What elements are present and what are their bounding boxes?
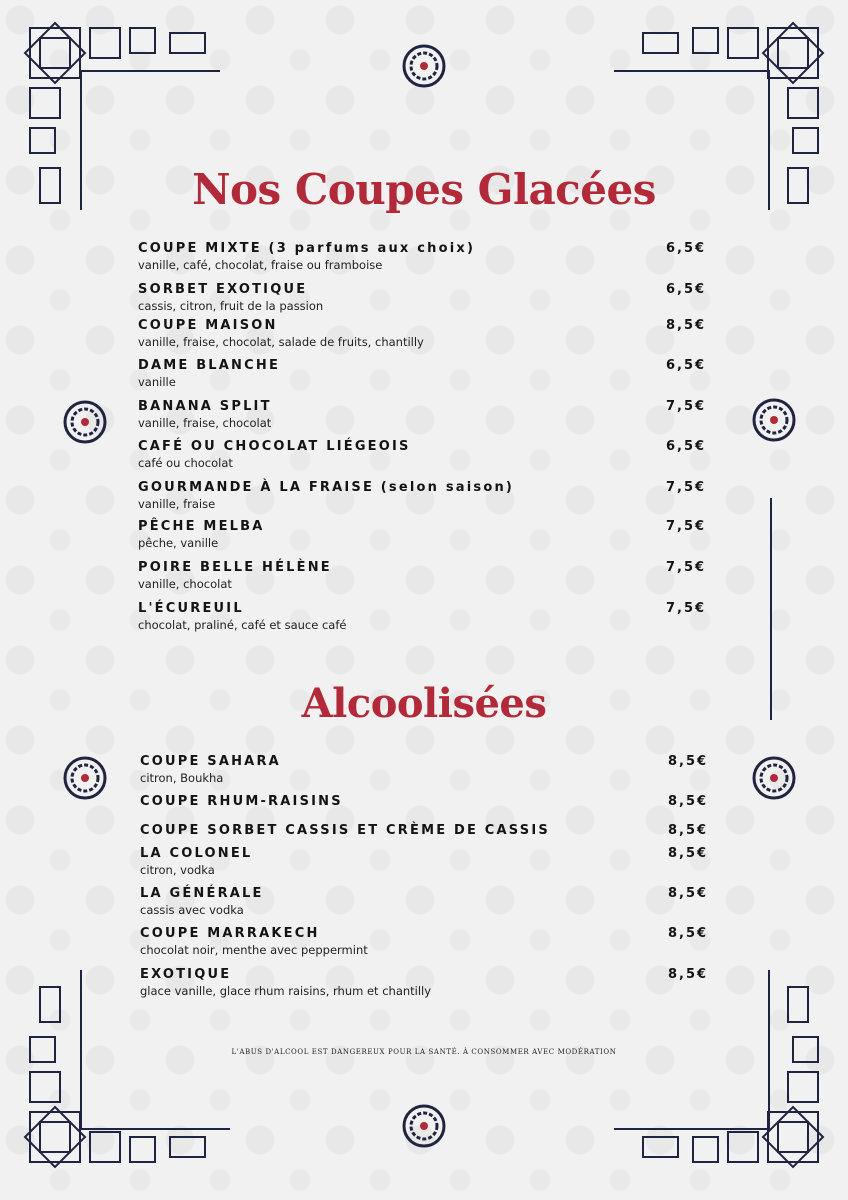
item-name: EXOTIQUE: [140, 967, 232, 982]
item-description: chocolat, praliné, café et sauce café: [138, 618, 347, 632]
menu-item: [0, 519, 848, 559]
menu-item: [0, 846, 848, 886]
item-name: CAFÉ OU CHOCOLAT LIÉGEOIS: [138, 439, 411, 454]
item-description: vanille, chocolat: [138, 577, 232, 591]
frame-line: [614, 1128, 770, 1130]
menu-item: [0, 439, 848, 479]
item-name: GOURMANDE À LA FRAISE (selon saison): [138, 480, 515, 495]
alcohol-warning: L'ABUS D'ALCOOL EST DANGEREUX POUR LA SANTÉ. À CONSOMMER AVEC MODÉRATION: [231, 1048, 617, 1056]
item-description: chocolat noir, menthe avec peppermint: [140, 943, 368, 957]
item-description: vanille: [138, 375, 176, 389]
item-name: COUPE MAISON: [138, 318, 278, 333]
menu-item: [0, 399, 848, 439]
menu-item: [0, 358, 848, 398]
menu-item: [0, 967, 848, 1007]
moroccan-rosette-icon: [402, 44, 446, 88]
item-description: cassis avec vodka: [140, 903, 244, 917]
section-title-coupes-glacees: Nos Coupes Glacées: [192, 165, 656, 214]
item-name: BANANA SPLIT: [138, 399, 272, 414]
item-description: pêche, vanille: [138, 536, 219, 550]
menu-item: [0, 282, 848, 322]
item-name: LA GÉNÉRALE: [140, 886, 264, 901]
item-description: café ou chocolat: [138, 456, 233, 470]
item-price: 8,5€: [668, 886, 709, 901]
item-price: 8,5€: [668, 926, 709, 941]
item-name: DAME BLANCHE: [138, 358, 281, 373]
menu-item: [0, 241, 848, 281]
item-name: COUPE RHUM-RAISINS: [140, 794, 343, 809]
menu-item: [0, 480, 848, 520]
frame-line: [80, 70, 220, 72]
item-price: 6,5€: [666, 439, 707, 454]
item-name: COUPE SAHARA: [140, 754, 281, 769]
item-name: COUPE MARRAKECH: [140, 926, 320, 941]
menu-item: [0, 601, 848, 641]
moroccan-rosette-icon: [402, 1104, 446, 1148]
item-price: 6,5€: [666, 241, 707, 256]
item-description: citron, vodka: [140, 863, 215, 877]
item-price: 8,5€: [668, 794, 709, 809]
menu-item: [0, 560, 848, 600]
item-price: 6,5€: [666, 282, 707, 297]
frame-line: [614, 70, 770, 72]
item-name: PÊCHE MELBA: [138, 519, 265, 534]
item-description: citron, Boukha: [140, 771, 224, 785]
item-description: vanille, café, chocolat, fraise ou framboise: [138, 258, 383, 272]
item-price: 8,5€: [666, 318, 707, 333]
item-name: POIRE BELLE HÉLÈNE: [138, 560, 332, 575]
item-name: LA COLONEL: [140, 846, 253, 861]
menu-item: [0, 926, 848, 966]
item-price: 7,5€: [666, 601, 707, 616]
frame-line: [80, 1128, 230, 1130]
item-name: L'ÉCUREUIL: [138, 601, 244, 616]
item-description: vanille, fraise, chocolat, salade de fruits, chantilly: [138, 335, 424, 349]
item-price: 8,5€: [668, 823, 709, 838]
item-description: cassis, citron, fruit de la passion: [138, 299, 324, 313]
item-name: SORBET EXOTIQUE: [138, 282, 308, 297]
item-price: 8,5€: [668, 967, 709, 982]
menu-item: [0, 754, 848, 794]
item-price: 7,5€: [666, 399, 707, 414]
menu-item: [0, 318, 848, 358]
item-name: COUPE MIXTE (3 parfums aux choix): [138, 241, 476, 256]
item-price: 7,5€: [666, 560, 707, 575]
item-price: 7,5€: [666, 480, 707, 495]
item-price: 8,5€: [668, 846, 709, 861]
item-name: COUPE SORBET CASSIS ET CRÈME DE CASSIS: [140, 823, 550, 838]
item-description: glace vanille, glace rhum raisins, rhum et chantilly: [140, 984, 432, 998]
item-price: 6,5€: [666, 358, 707, 373]
section-title-alcoolisees: Alcoolisées: [301, 680, 547, 727]
item-price: 7,5€: [666, 519, 707, 534]
menu-item: [0, 886, 848, 926]
item-description: vanille, fraise, chocolat: [138, 416, 272, 430]
item-price: 8,5€: [668, 754, 709, 769]
item-description: vanille, fraise: [138, 497, 216, 511]
